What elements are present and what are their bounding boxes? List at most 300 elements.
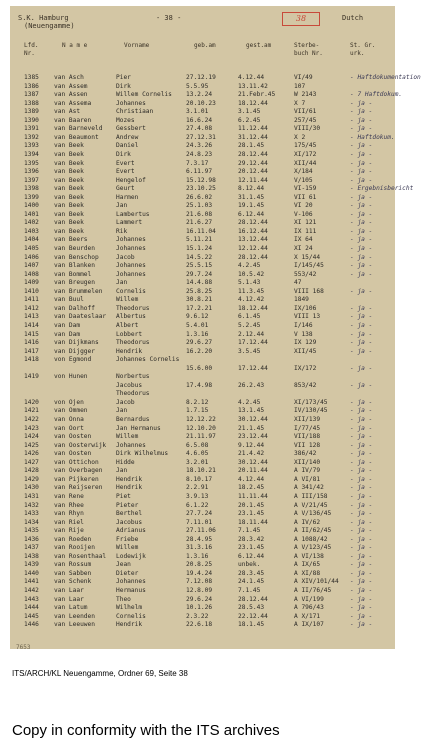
cell-register-no: A V/123/45 bbox=[294, 544, 332, 552]
table-row bbox=[10, 510, 395, 518]
cell-annotation: - ja - bbox=[350, 595, 373, 603]
cell-death-date: unbek. bbox=[238, 561, 261, 569]
cell-first-name: Hermanus bbox=[116, 587, 146, 594]
cell-annotation: - ja - bbox=[350, 475, 373, 483]
cell-number: 1393 bbox=[24, 142, 39, 150]
header-nationality: Dutch bbox=[342, 14, 364, 22]
cell-register-no: A III/158 bbox=[294, 492, 328, 500]
cell-first-name: Jacob bbox=[116, 253, 135, 261]
cell-birth-date: 24.8.23 bbox=[186, 150, 213, 158]
cell-birth-date: 12.12.22 bbox=[186, 416, 216, 423]
cell-first-name: Adrianus bbox=[116, 527, 146, 535]
cell-name: van Beek bbox=[54, 227, 84, 235]
cell-first-name: Willem bbox=[116, 433, 139, 441]
cell-number: 1405 bbox=[24, 245, 39, 252]
cell-number: 1436 bbox=[24, 535, 39, 543]
cell-register-no: XI/172 bbox=[294, 150, 317, 158]
cell-birth-date: 25.1.03 bbox=[186, 202, 213, 210]
cell-death-date: 18.1.45 bbox=[238, 621, 265, 629]
cell-annotation: - Ergebnisbericht bbox=[350, 185, 414, 193]
cell-name: von Egmond bbox=[54, 356, 92, 364]
cell-annotation: - ja - bbox=[350, 578, 373, 586]
cell-first-name: Dirk Wilhelmus bbox=[116, 450, 169, 458]
cell-name: van Rhee bbox=[54, 501, 84, 509]
cell-annotation: - ja - bbox=[350, 330, 373, 338]
table-row bbox=[10, 390, 395, 398]
cell-birth-date: 1.3.16 bbox=[186, 330, 209, 338]
cell-first-name: Andrew bbox=[116, 133, 139, 141]
cell-death-date: 4.2.45 bbox=[238, 262, 261, 270]
cell-register-no: A 796/43 bbox=[294, 604, 324, 612]
table-row bbox=[10, 322, 395, 330]
cell-register-no: A V/21/45 bbox=[294, 501, 328, 509]
cell-annotation: - ja - bbox=[350, 587, 373, 594]
cell-annotation: - ja - bbox=[350, 116, 373, 124]
cell-first-name: Willem Cornelis bbox=[116, 91, 172, 99]
cell-death-date: 18.2.45 bbox=[238, 484, 265, 492]
table-row bbox=[10, 450, 395, 458]
cell-death-date: 18.11.44 bbox=[238, 518, 268, 526]
cell-number: 1414 bbox=[24, 321, 39, 329]
cell-name: van Beek bbox=[54, 159, 84, 167]
table-row bbox=[10, 142, 395, 150]
col-gest: gest.am bbox=[246, 42, 272, 49]
cell-birth-date: 15.12.98 bbox=[186, 176, 216, 184]
cell-birth-date: 22.6.18 bbox=[186, 621, 213, 629]
cell-birth-date: 10.1.26 bbox=[186, 604, 213, 612]
cell-register-no: 853/42 bbox=[294, 381, 317, 389]
cell-death-date: 7.1.45 bbox=[238, 587, 261, 594]
cell-death-date: 21.4.42 bbox=[238, 450, 265, 458]
cell-birth-date: 14.5.22 bbox=[186, 253, 213, 261]
cell-name: van Dijkmans bbox=[54, 339, 99, 347]
cell-name: van Buul bbox=[54, 296, 84, 304]
cell-number: 1430 bbox=[24, 484, 39, 492]
cell-first-name: Johannes bbox=[116, 270, 146, 278]
cell-number: 1444 bbox=[24, 604, 39, 612]
cell-number: 1413 bbox=[24, 313, 39, 321]
cell-annotation: - Haftdokumentation bbox=[350, 74, 421, 81]
cell-name: van Breugen bbox=[54, 279, 95, 287]
cell-number: 1401 bbox=[24, 210, 39, 218]
cell-register-no: 257/45 bbox=[294, 116, 317, 124]
cell-name: van Beek bbox=[54, 168, 84, 176]
cell-annotation: - ja - bbox=[350, 193, 373, 201]
cell-first-name: Jan bbox=[116, 202, 128, 210]
cell-annotation: - ja - bbox=[350, 202, 373, 210]
cell-annotation: - ja - bbox=[350, 484, 373, 492]
cell-birth-date: 5.5.95 bbox=[186, 82, 209, 90]
cell-birth-date: 27.11.06 bbox=[186, 527, 216, 535]
table-row bbox=[10, 160, 395, 168]
cell-number: 1400 bbox=[24, 202, 39, 210]
cell-name: van Pijkeren bbox=[54, 475, 99, 483]
cell-first-name: Evert bbox=[116, 168, 135, 176]
cell-register-no: V 138 bbox=[294, 330, 313, 338]
cell-death-date: 6.12.44 bbox=[238, 552, 265, 560]
table-row bbox=[10, 83, 395, 91]
cell-number: 1392 bbox=[24, 133, 39, 141]
cell-death-date: 12.11.44 bbox=[238, 176, 268, 184]
cell-first-name: Christiaan bbox=[116, 108, 154, 116]
table-row bbox=[10, 194, 395, 202]
cell-first-name: Johannes bbox=[116, 262, 146, 270]
cell-name: van Oosten bbox=[54, 433, 92, 441]
cell-number: 1391 bbox=[24, 125, 39, 133]
cell-annotation: - ja - bbox=[350, 150, 373, 158]
table-row bbox=[10, 621, 395, 629]
cell-number: 1424 bbox=[24, 433, 39, 441]
cell-name: van Rene bbox=[54, 492, 84, 500]
cell-death-date: 8.12.44 bbox=[238, 185, 265, 193]
cell-first-name: Jean bbox=[116, 561, 131, 569]
cell-annotation: - ja - bbox=[350, 364, 373, 372]
cell-register-no: VIII/30 bbox=[294, 125, 321, 133]
cell-first-name: Johannes bbox=[116, 236, 146, 244]
cell-name: van Beek bbox=[54, 210, 84, 218]
cell-birth-date: 27.12.19 bbox=[186, 74, 216, 81]
cell-first-name: Johannes bbox=[116, 441, 146, 449]
cell-death-date: 28.12.44 bbox=[238, 150, 268, 158]
cell-number: 1385 bbox=[24, 74, 39, 81]
cell-death-date: 5.1.43 bbox=[238, 279, 261, 287]
cell-annotation: - ja - bbox=[350, 501, 373, 509]
cell-first-name: Geurt bbox=[116, 185, 135, 193]
cell-register-no: VIII 13 bbox=[294, 313, 321, 321]
cell-birth-date: 15.6.00 bbox=[186, 364, 213, 372]
cell-first-name: Rik bbox=[116, 227, 128, 235]
table-row bbox=[10, 433, 395, 441]
cell-annotation: - ja - bbox=[350, 561, 373, 569]
table-row bbox=[10, 202, 395, 210]
cell-number: 1407 bbox=[24, 262, 39, 270]
cell-number: 1440 bbox=[24, 569, 39, 577]
table-row bbox=[10, 459, 395, 467]
cell-death-date: 24.1.45 bbox=[238, 578, 265, 586]
cell-name: van Barneveld bbox=[54, 125, 103, 133]
cell-birth-date: 27.7.24 bbox=[186, 510, 213, 518]
cell-register-no: IX 111 bbox=[294, 227, 317, 235]
cell-annotation: - ja - bbox=[350, 569, 373, 577]
cell-death-date: 4.2.45 bbox=[238, 398, 261, 406]
cell-annotation: - ja - bbox=[350, 270, 373, 278]
cell-first-name: Lobbert bbox=[116, 330, 143, 338]
cell-death-date: 30.12.44 bbox=[238, 416, 268, 423]
table-row bbox=[10, 587, 395, 595]
cell-number: 1417 bbox=[24, 347, 39, 355]
cell-birth-date: 29.6.24 bbox=[186, 595, 213, 603]
cell-name: van Oort bbox=[54, 424, 84, 432]
cell-death-date: 16.12.44 bbox=[238, 227, 268, 235]
table-row bbox=[10, 125, 395, 133]
cell-first-name: Theodorus bbox=[116, 339, 150, 347]
page-number-stamp: 38 bbox=[282, 12, 320, 26]
cell-death-date: 17.12.44 bbox=[238, 339, 268, 347]
cell-annotation: - ja - bbox=[350, 236, 373, 244]
cell-first-name: Theodorus bbox=[116, 304, 150, 312]
cell-register-no: 1849 bbox=[294, 296, 309, 304]
table-row bbox=[10, 493, 395, 501]
cell-name: van Laar bbox=[54, 595, 84, 603]
cell-birth-date: 8.2.12 bbox=[186, 398, 209, 406]
cell-number: 1411 bbox=[24, 296, 39, 304]
cell-number: 1446 bbox=[24, 621, 39, 629]
cell-death-date: 4.12.44 bbox=[238, 74, 265, 81]
table-row bbox=[10, 296, 395, 304]
cell-birth-date: 31.3.16 bbox=[186, 544, 213, 552]
table-row bbox=[10, 407, 395, 415]
cell-annotation: - ja - bbox=[350, 467, 373, 475]
table-row bbox=[10, 108, 395, 116]
cell-first-name: Cornelis bbox=[116, 612, 146, 620]
cell-first-name: Johannes bbox=[116, 578, 146, 586]
cell-annotation: - ja - bbox=[350, 108, 373, 116]
table-row bbox=[10, 262, 395, 270]
cell-annotation: - ja - bbox=[350, 227, 373, 235]
cell-register-no: 553/42 bbox=[294, 270, 317, 278]
cell-annotation: - ja - bbox=[350, 527, 373, 535]
cell-birth-date: 3.9.13 bbox=[186, 492, 209, 500]
cell-annotation: - ja - bbox=[350, 262, 373, 270]
cell-register-no: VI 20 bbox=[294, 202, 313, 210]
cell-first-name: Cornelis bbox=[116, 287, 146, 295]
table-row bbox=[10, 416, 395, 424]
cell-number: 1443 bbox=[24, 595, 39, 603]
cell-number: 1409 bbox=[24, 279, 39, 287]
cell-annotation: - ja - bbox=[350, 621, 373, 629]
table-row bbox=[10, 519, 395, 527]
cell-death-date: 4.12.42 bbox=[238, 296, 265, 304]
cell-name: van Onna bbox=[54, 416, 84, 423]
cell-first-name: Willem bbox=[116, 296, 139, 304]
cell-register-no: A VI/199 bbox=[294, 595, 324, 603]
cell-number: 1422 bbox=[24, 416, 39, 423]
cell-name: van Leeuwen bbox=[54, 621, 95, 629]
cell-name: van Beek bbox=[54, 193, 84, 201]
cell-annotation: - ja - bbox=[350, 304, 373, 312]
cell-death-date: 20.12.44 bbox=[238, 168, 268, 176]
cell-annotation: - ja - bbox=[350, 535, 373, 543]
table-row bbox=[10, 382, 395, 390]
cell-register-no: VI-159 bbox=[294, 185, 317, 193]
cell-name: van Rossum bbox=[54, 561, 92, 569]
cell-name: van Roeden bbox=[54, 535, 92, 543]
cell-first-name: Pieter bbox=[116, 501, 139, 509]
cell-annotation: - ja - bbox=[350, 245, 373, 252]
cell-name: van Reijseren bbox=[54, 484, 103, 492]
table-row bbox=[10, 339, 395, 347]
table-row bbox=[10, 279, 395, 287]
table-row bbox=[10, 561, 395, 569]
cell-name: van Leenden bbox=[54, 612, 95, 620]
column-headers bbox=[24, 42, 384, 68]
cell-death-date: 31.1.45 bbox=[238, 193, 265, 201]
cell-register-no: A IX/107 bbox=[294, 621, 324, 629]
cell-first-name: Evert bbox=[116, 159, 135, 167]
cell-birth-date: 2.3.22 bbox=[186, 612, 209, 620]
cell-death-date: 28.12.44 bbox=[238, 219, 268, 227]
cell-name: van Blanken bbox=[54, 262, 95, 270]
cell-register-no: XII/140 bbox=[294, 458, 321, 466]
table-row bbox=[10, 425, 395, 433]
cell-first-name: Lodewijk bbox=[116, 552, 146, 560]
cell-name: van Oosten bbox=[54, 450, 92, 458]
cell-death-date: 20.11.44 bbox=[238, 467, 268, 475]
cell-number: 1433 bbox=[24, 510, 39, 518]
cell-number: 1396 bbox=[24, 168, 39, 176]
cell-register-no: XI/173/45 bbox=[294, 398, 328, 406]
table-row bbox=[10, 578, 395, 586]
cell-death-date: 11.12.44 bbox=[238, 125, 268, 133]
table-row bbox=[10, 117, 395, 125]
cell-name: van Rije bbox=[54, 527, 84, 535]
cell-birth-date: 8.10.17 bbox=[186, 475, 213, 483]
cell-death-date: 28.5.43 bbox=[238, 604, 265, 612]
cell-birth-date: 14.4.88 bbox=[186, 279, 213, 287]
cell-register-no: X 7 bbox=[294, 99, 306, 107]
cell-name: van Riel bbox=[54, 518, 84, 526]
table-row bbox=[10, 399, 395, 407]
cell-number: 1402 bbox=[24, 219, 39, 227]
cell-number: 1429 bbox=[24, 475, 39, 483]
table-row bbox=[10, 211, 395, 219]
cell-name: van Dam bbox=[54, 321, 81, 329]
table-row bbox=[10, 442, 395, 450]
cell-register-no: 175/45 bbox=[294, 142, 317, 150]
cell-number: 1395 bbox=[24, 159, 39, 167]
table-row bbox=[10, 91, 403, 99]
cell-annotation: - Haftdokum. bbox=[350, 133, 395, 141]
cell-birth-date: 2.2.91 bbox=[186, 484, 209, 492]
cell-annotation: - ja - bbox=[350, 125, 373, 133]
cell-register-no: XI 121 bbox=[294, 219, 317, 227]
table-row bbox=[10, 356, 395, 364]
table-row bbox=[10, 254, 395, 262]
table-row bbox=[10, 604, 395, 612]
cell-first-name: Hidde bbox=[116, 458, 135, 466]
cell-birth-date: 6.5.08 bbox=[186, 441, 209, 449]
table-row bbox=[10, 484, 395, 492]
cell-number: 1386 bbox=[24, 82, 39, 90]
cell-birth-date: 6.11.97 bbox=[186, 168, 213, 176]
cell-death-date: 6.12.44 bbox=[238, 210, 265, 218]
cell-birth-date: 20.10.23 bbox=[186, 99, 216, 107]
table-row bbox=[10, 151, 395, 159]
cell-register-no: X 2 bbox=[294, 133, 306, 141]
cell-first-name: Pier bbox=[116, 74, 131, 81]
cell-number: 1426 bbox=[24, 450, 39, 458]
cell-birth-date: 27.4.08 bbox=[186, 125, 213, 133]
cell-death-date: 29.12.44 bbox=[238, 159, 268, 167]
cell-birth-date: 18.10.21 bbox=[186, 467, 216, 475]
table-row bbox=[10, 74, 421, 82]
cell-name: van Ottichon bbox=[54, 458, 99, 466]
cell-birth-date: 5.11.21 bbox=[186, 236, 213, 244]
cell-name: van Latum bbox=[54, 604, 88, 612]
col-sterbebuch: Sterbe- buch Nr. bbox=[294, 42, 323, 57]
cell-register-no: XII/45 bbox=[294, 347, 317, 355]
cell-name: van Beek bbox=[54, 219, 84, 227]
cell-number: 1399 bbox=[24, 193, 39, 201]
cell-birth-date: 21.6.27 bbox=[186, 219, 213, 227]
cell-register-no: A II/76/45 bbox=[294, 587, 332, 594]
cell-death-date: 10.5.42 bbox=[238, 270, 265, 278]
cell-birth-date: 24.3.26 bbox=[186, 142, 213, 150]
cell-register-no: VII 61 bbox=[294, 193, 317, 201]
cell-name: van Rhyn bbox=[54, 510, 84, 518]
cell-annotation: - ja - bbox=[350, 253, 373, 261]
table-row bbox=[10, 185, 414, 193]
cell-name: van Ommen bbox=[54, 407, 88, 415]
cell-death-date: 18.12.44 bbox=[238, 99, 268, 107]
cell-register-no: IX 64 bbox=[294, 236, 313, 244]
cell-register-no: XII/139 bbox=[294, 416, 321, 423]
cell-register-no: A VI/81 bbox=[294, 475, 321, 483]
cell-register-no: VIII 168 bbox=[294, 287, 324, 295]
cell-register-no: I/146 bbox=[294, 321, 313, 329]
cell-first-name: Jan bbox=[116, 279, 128, 287]
cell-name: van Daateslaar bbox=[54, 313, 107, 321]
table-row bbox=[10, 476, 395, 484]
cell-register-no: A XI/88 bbox=[294, 569, 321, 577]
cell-number: 1423 bbox=[24, 424, 39, 432]
sheet-footer-number: 7653 bbox=[16, 644, 31, 651]
cell-register-no: IX/172 bbox=[294, 364, 317, 372]
cell-birth-date: 3.1.01 bbox=[186, 108, 209, 116]
cell-first-name: Jan Hermanus bbox=[116, 424, 161, 432]
col-name: N a m e bbox=[62, 42, 88, 49]
cell-death-date: 5.2.45 bbox=[238, 321, 261, 329]
table-row bbox=[10, 613, 395, 621]
cell-name: van Sabben bbox=[54, 569, 92, 577]
table-row bbox=[10, 228, 395, 236]
cell-register-no: A XIV/101/44 bbox=[294, 578, 339, 586]
cell-register-no: A IV/79 bbox=[294, 467, 321, 475]
cell-death-date: 17.12.44 bbox=[238, 364, 268, 372]
cell-birth-date: 12.10.20 bbox=[186, 424, 216, 432]
cell-annotation: - ja - bbox=[350, 544, 373, 552]
table-row bbox=[10, 373, 395, 381]
cell-first-name: Theodorus bbox=[116, 390, 150, 398]
cell-first-name: Friebe bbox=[116, 535, 139, 543]
cell-death-date: 22.12.44 bbox=[238, 612, 268, 620]
cell-first-name: Theo bbox=[116, 595, 131, 603]
cell-number: 1434 bbox=[24, 518, 39, 526]
cell-first-name: Norbertus bbox=[116, 373, 150, 381]
cell-number: 1406 bbox=[24, 253, 39, 261]
cell-first-name: Bernardus bbox=[116, 416, 150, 423]
cell-number: 1442 bbox=[24, 587, 39, 594]
cell-birth-date: 29.6.27 bbox=[186, 339, 213, 347]
cell-birth-date: 21.6.08 bbox=[186, 210, 213, 218]
cell-number: 1410 bbox=[24, 287, 39, 295]
cell-death-date: 7.1.45 bbox=[238, 527, 261, 535]
cell-birth-date: 28.4.95 bbox=[186, 535, 213, 543]
cell-first-name: Jan bbox=[116, 467, 128, 475]
cell-death-date: 6.2.45 bbox=[238, 116, 261, 124]
cell-death-date: 3.1.45 bbox=[238, 108, 261, 116]
cell-annotation: - ja - bbox=[350, 416, 373, 423]
cell-number: 1388 bbox=[24, 99, 39, 107]
cell-register-no: V-106 bbox=[294, 210, 313, 218]
col-lfd: Lfd. Nr. bbox=[24, 42, 39, 57]
cell-annotation: - ja - bbox=[350, 210, 373, 218]
cell-register-no: A IV/62 bbox=[294, 518, 321, 526]
cell-name: van Baaren bbox=[54, 116, 92, 124]
cell-first-name: Piet bbox=[116, 492, 131, 500]
cell-birth-date: 29.7.24 bbox=[186, 270, 213, 278]
cell-register-no: X/184 bbox=[294, 168, 313, 176]
